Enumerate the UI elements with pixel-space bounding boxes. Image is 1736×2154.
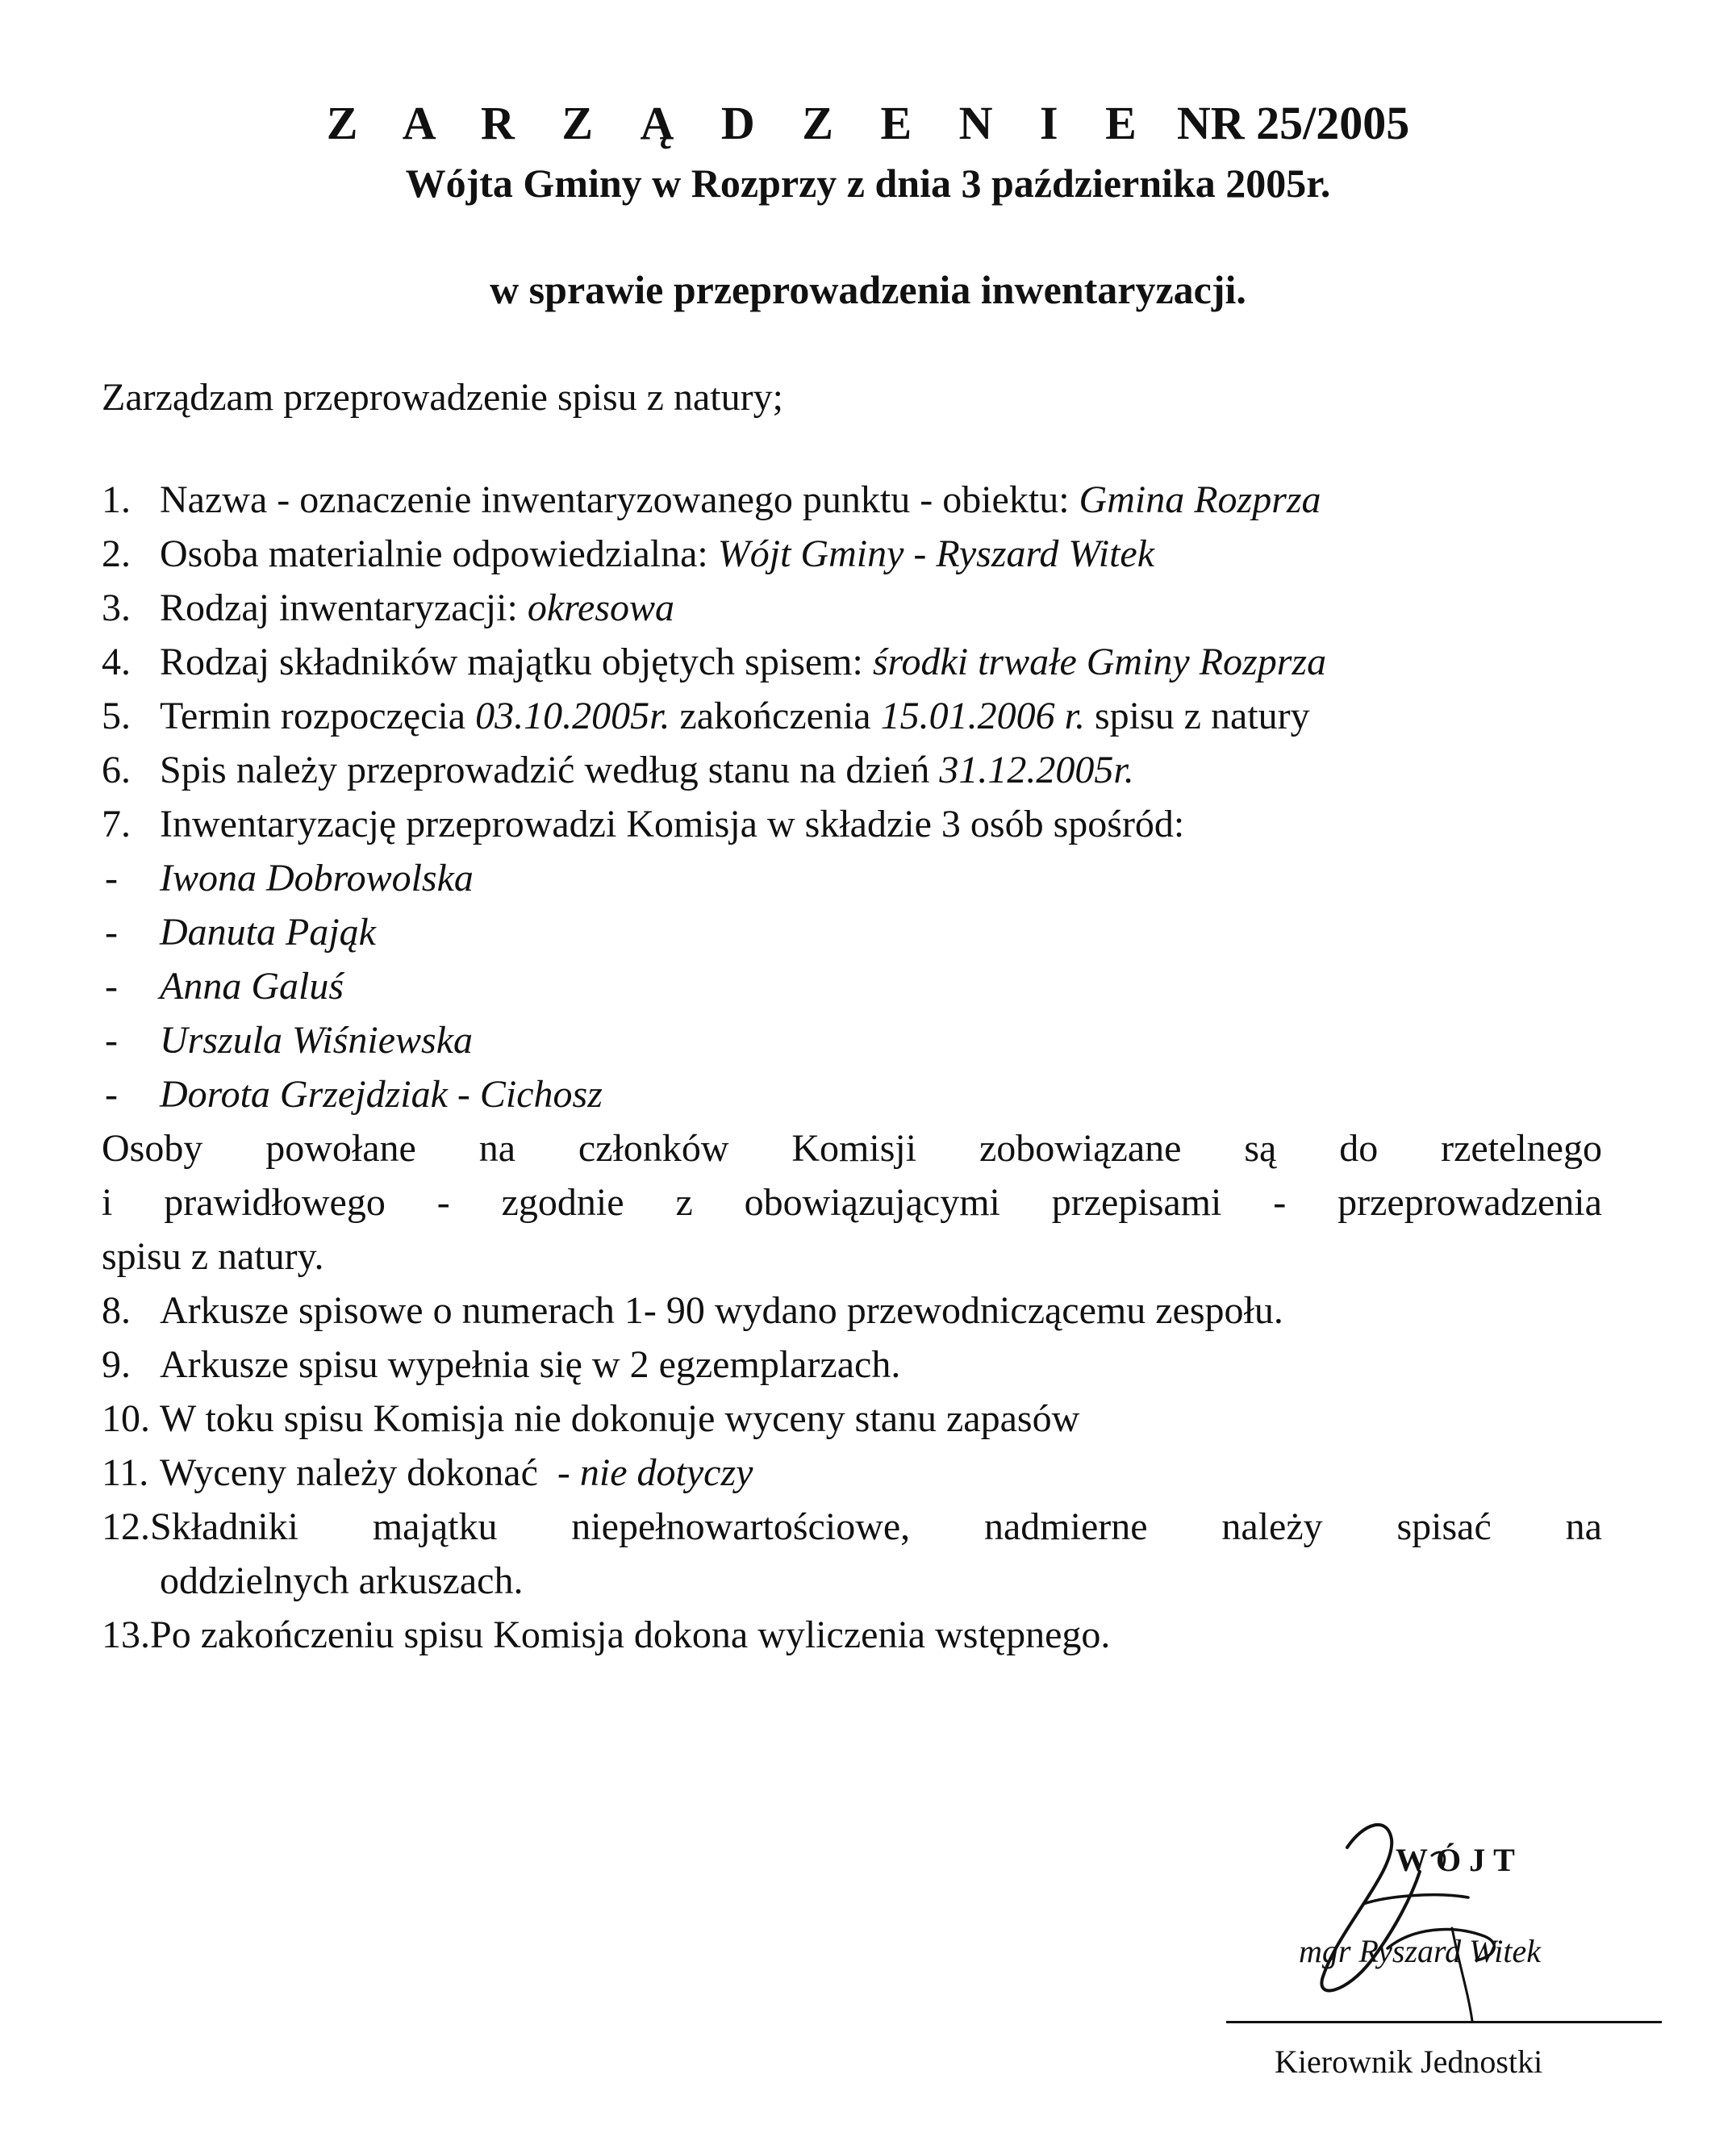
dash-bullet: - [105,911,118,954]
item-number: 13. [102,1613,150,1656]
word: prawidłowego [164,1181,386,1224]
word: na [478,1127,516,1170]
item-number: 9. [102,1343,131,1386]
member-name: Urszula Wiśniewska [160,1019,474,1062]
item-number: 2. [102,532,131,575]
word: z [675,1181,693,1224]
paragraph-text: spisu z natury. [102,1235,324,1278]
dash-bullet: - [105,965,118,1008]
item-text: Rodzaj inwentaryzacji: [160,587,528,629]
item-value: Gmina Rozprza [1079,478,1321,521]
item-number: 8. [102,1289,131,1332]
word: obowiązującymi [744,1181,1000,1224]
list-item-8 [102,1284,1602,1338]
word: Osoby [102,1127,203,1170]
item-text: Rodzaj składników majątku objętych spisem: [160,641,873,683]
item-text: Inwentaryzację przeprowadzi Komisja w składzie 3 osób spośród: [160,803,1185,845]
word: rzetelnego [1441,1127,1602,1170]
signature-line [1226,2021,1662,2023]
item-text: Osoba materialnie odpowiedzialna: [160,532,718,575]
member-item [102,959,1602,1013]
item-text: Arkusze spisu wypełnia się w 2 egzemplarzach. [160,1343,901,1386]
item-number: 6. [102,749,131,791]
intro-text: Zarządzam przeprowadzenie spisu z natury; [102,376,783,419]
item-value: okresowa [527,587,675,629]
word: majątku [372,1505,498,1548]
item-number: 7. [102,803,131,845]
word: członków [578,1127,729,1170]
word: - [1273,1181,1287,1224]
document-title [0,95,1736,152]
word: Składniki [150,1505,299,1548]
word: są [1244,1127,1277,1170]
list-item-13 [102,1608,1602,1662]
word: do [1339,1127,1379,1170]
member-name: Anna Galuś [160,965,344,1008]
list-item-5 [102,689,1602,743]
item-number: 5. [102,695,131,737]
word: zobowiązane [979,1127,1182,1170]
item-value: 31.12.2005r. [939,749,1134,791]
member-item [102,851,1602,905]
word: Komisji [791,1127,917,1170]
item-first-word [102,1500,298,1554]
paragraph-line [102,1121,1602,1175]
paragraph-line [102,1175,1602,1229]
item-text: Wyceny należy dokonać [160,1451,557,1494]
list-item-2 [102,527,1602,581]
item-text: W toku spisu Komisja nie dokonuje wyceny stanu zapasów [160,1397,1080,1440]
member-item [102,1067,1602,1121]
paragraph-line [102,1229,1602,1284]
word: niepełnowartościowe, [571,1505,911,1548]
document-body [102,473,1602,1662]
dash-bullet: - [105,1073,118,1116]
word: przeprowadzenia [1337,1181,1602,1224]
item-text: Po zakończeniu spisu Komisja dokona wyliczenia wstępnego. [150,1613,1111,1656]
list-item-12 [102,1500,1602,1554]
item-number: 10. [102,1397,150,1440]
list-item-6 [102,743,1602,797]
item-number: 12. [102,1505,150,1548]
item-text: Spis należy przeprowadzić według stanu na dzień [160,749,940,791]
item-number: 4. [102,641,131,683]
title-word: Z A R Z Ą D Z E N I E [326,97,1154,149]
list-item-4 [102,635,1602,689]
start-date: 03.10.2005r. [475,695,670,737]
stamp-title: WÓJT [1396,1842,1523,1878]
item-value: środki trwałe Gminy Rozprza [872,641,1327,683]
signature-caption: Kierownik Jednostki [1275,2043,1543,2080]
list-item-12-continuation [102,1554,1602,1608]
dash-bullet: - [105,1019,118,1062]
item-number: 1. [102,478,131,521]
handwritten-signature [1226,1807,1662,2065]
item-text: zakończenia [670,695,881,737]
title-number: NR 25/2005 [1176,97,1410,149]
word: na [1565,1505,1602,1548]
list-item-10 [102,1392,1602,1446]
item-value: - nie dotyczy [557,1451,753,1494]
document-subtitle: Wójta Gminy w Rozprzy z dnia 3 października 2005r. [405,161,1331,206]
list-item-1 [102,473,1602,527]
stamp-name: mgr Ryszard Witek [1299,1933,1541,1969]
item-text: Nazwa - oznaczenie inwentaryzowanego punktu - obiektu: [160,478,1079,521]
list-item-9 [102,1338,1602,1392]
member-name: Danuta Pająk [160,911,376,954]
list-item-3 [102,581,1602,635]
signature-block [1226,1807,1662,2080]
member-item [102,1013,1602,1067]
word: spisać [1396,1505,1492,1548]
member-name: Dorota Grzejdziak - Cichosz [160,1073,603,1116]
word: zgodnie [501,1181,624,1224]
item-value: Wójt Gminy - Ryszard Witek [717,532,1155,575]
list-item-11 [102,1446,1602,1500]
word: przepisami [1051,1181,1222,1224]
member-item [102,905,1602,959]
word: powołane [265,1127,416,1170]
member-name: Iwona Dobrowolska [160,857,474,900]
word: należy [1221,1505,1323,1548]
dash-bullet: - [105,857,118,900]
word: nadmierne [983,1505,1148,1548]
word: i [102,1181,113,1224]
list-item-7 [102,797,1602,851]
item-text: Termin rozpoczęcia [160,695,476,737]
item-number: 11. [102,1451,149,1494]
item-text: oddzielnych arkuszach. [160,1559,524,1602]
item-text: Arkusze spisowe o numerach 1- 90 wydano przewodniczącemu zespołu. [160,1289,1283,1332]
document-subject: w sprawie przeprowadzenia inwentaryzacji. [490,267,1246,312]
item-text: spisu z natury [1084,695,1310,737]
end-date: 15.01.2006 r. [880,695,1085,737]
word: - [436,1181,450,1224]
item-number: 3. [102,587,131,629]
